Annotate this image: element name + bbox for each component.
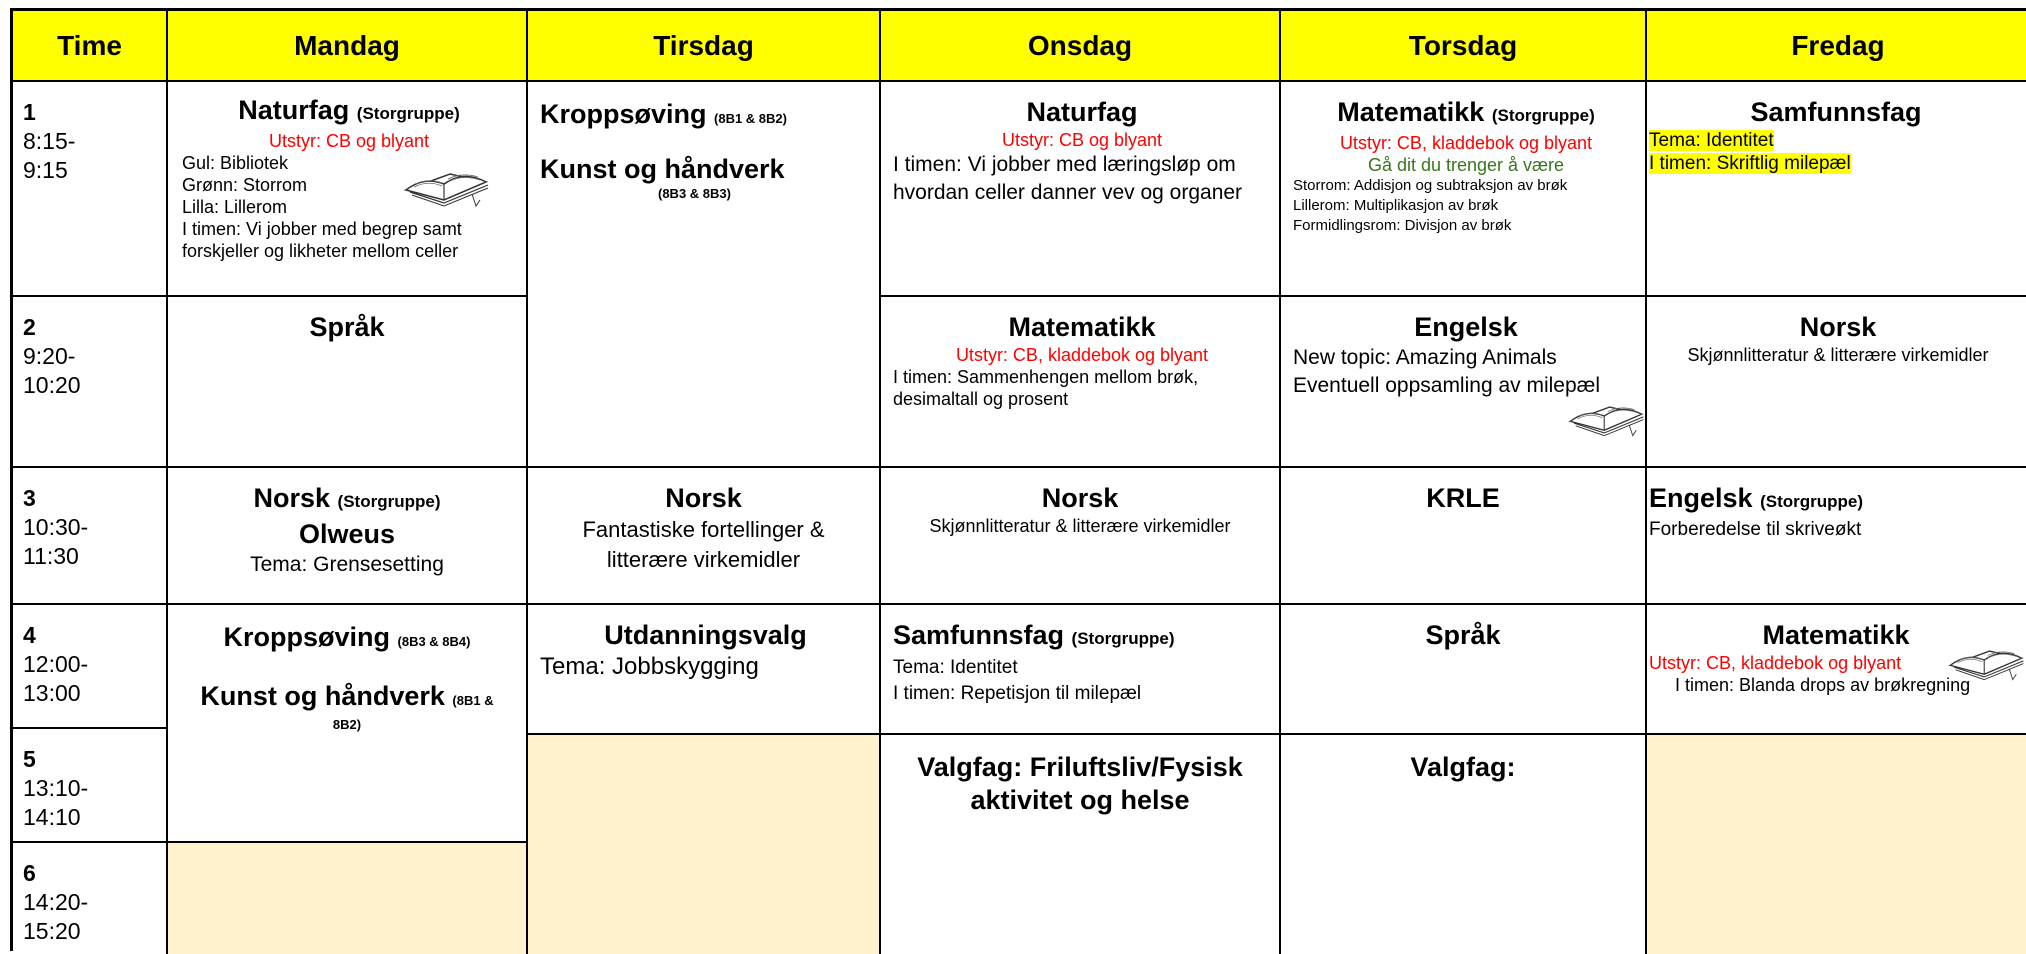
header-time — [13, 11, 168, 82]
subject-title — [893, 619, 1271, 655]
period-start: 8:15- — [23, 128, 76, 154]
mandag-p6-empty — [168, 843, 528, 954]
group-label: (8B3 & 8B3) — [658, 186, 731, 201]
info-line: Lilla: Lillerom — [182, 197, 288, 217]
tirsdag-p4 — [528, 605, 881, 735]
fredag-p4 — [1647, 605, 2026, 735]
info-line: Grønn: Storrom — [182, 175, 308, 195]
theme-line: Tema: Jobbskygging — [540, 653, 759, 680]
equipment-note: Utstyr: CB, kladdebok og blyant — [1339, 133, 1593, 153]
group-label: (Storgruppe) — [1760, 492, 1863, 511]
info-line: Eventuell oppsamling av milepæl — [1293, 374, 1600, 397]
torsdag-p1 — [1281, 82, 1647, 297]
location-note: Gå dit du trenger å være — [1367, 155, 1565, 175]
onsdag-p2 — [881, 297, 1281, 468]
subject-name: Matematikk — [1008, 312, 1156, 342]
torsdag-p3 — [1281, 468, 1647, 605]
period-number: 5 — [23, 746, 36, 772]
period-number: 1 — [23, 99, 36, 125]
info-line: I timen: Skriftlig milepæl — [1649, 153, 1851, 174]
tirsdag-p1-p2 — [528, 82, 881, 468]
fredag-p2 — [1647, 297, 2026, 468]
onsdag-p1 — [881, 82, 1281, 297]
equipment-note: Utstyr: CB og blyant — [268, 131, 430, 151]
mandag-p3 — [168, 468, 528, 605]
subject-name: Matematikk — [1337, 97, 1485, 127]
subject-name: Engelsk — [1414, 312, 1518, 342]
subject-name: Matematikk — [1762, 620, 1910, 650]
subject-name: Samfunnsfag — [1750, 97, 1922, 127]
info-line: I timen: Vi jobber med læringsløp om — [893, 153, 1236, 176]
period-number: 3 — [23, 485, 36, 511]
header-mandag — [168, 11, 528, 82]
info-line: Formidlingsrom: Divisjon av brøk — [1293, 217, 1512, 234]
equipment-note: Utstyr: CB og blyant — [1001, 130, 1163, 150]
tirsdag-p3 — [528, 468, 881, 605]
subject-name: Valgfag: — [1410, 752, 1516, 782]
subject-name: Kunst og håndverk — [200, 681, 445, 711]
theme-line: Tema: Identitet — [1649, 130, 1774, 151]
period-1 — [13, 82, 168, 297]
group-label: (Storgruppe) — [356, 104, 460, 123]
header-day-label: Torsdag — [1408, 29, 1518, 61]
theme-line: Tema: Identitet — [893, 657, 1018, 678]
info-line: I timen: Vi jobber med begrep samt — [182, 219, 462, 239]
open-book-icon — [1565, 393, 1647, 439]
period-end: 14:10 — [23, 804, 81, 830]
subject-name: Valgfag: Friluftsliv/Fysisk — [917, 752, 1243, 782]
period-number: 2 — [23, 314, 36, 340]
subject-name: KRLE — [1426, 483, 1500, 513]
subject-name: Engelsk — [1649, 483, 1753, 513]
info-line: Gul: Bibliotek — [182, 153, 289, 173]
period-end: 13:00 — [23, 680, 81, 706]
info-line: I timen: Repetisjon til milepæl — [893, 683, 1142, 704]
period-start: 10:30- — [23, 514, 89, 540]
info-line: Lillerom: Multiplikasjon av brøk — [1293, 197, 1499, 214]
subject-title — [540, 98, 869, 135]
subject-name: Naturfag — [1026, 97, 1138, 127]
fredag-p3 — [1647, 468, 2026, 605]
group-label: 8B2) — [332, 717, 362, 732]
header-day-label: Tirsdag — [653, 29, 754, 61]
subject-name: Olweus — [298, 519, 396, 549]
period-end: 9:15 — [23, 157, 68, 183]
group-label: (8B3 & 8B4) — [397, 634, 471, 649]
period-6 — [13, 843, 168, 954]
subject-name: Norsk — [253, 483, 331, 513]
subject-title — [1649, 482, 2023, 518]
subject-name: Samfunnsfag — [893, 620, 1065, 650]
subject-name: Norsk — [1799, 312, 1877, 342]
period-end: 15:20 — [23, 918, 81, 944]
header-tirsdag — [528, 11, 881, 82]
open-book-icon — [400, 160, 492, 208]
period-4 — [13, 605, 168, 729]
info-line: Forberedelse til skriveøkt — [1649, 519, 1862, 540]
subject-name: Norsk — [1041, 483, 1119, 513]
subject-name: Språk — [309, 312, 385, 342]
header-fredag — [1647, 11, 2026, 82]
tirsdag-p5-p6-empty — [528, 735, 881, 954]
subject-title — [176, 621, 518, 658]
mandag-p4-p5 — [168, 605, 528, 843]
group-label: (Storgruppe) — [1491, 106, 1595, 125]
onsdag-p3 — [881, 468, 1281, 605]
info-line: hvordan celler danner vev og organer — [893, 181, 1243, 204]
fredag-p5-p6-empty — [1647, 735, 2026, 954]
info-line: I timen: Sammenhengen mellom brøk, — [893, 367, 1199, 387]
group-label: (Storgruppe) — [337, 492, 441, 511]
subject-name: Kunst og håndverk — [540, 154, 785, 184]
open-book-icon — [1945, 637, 2026, 683]
group-label: (Storgruppe) — [1071, 629, 1175, 648]
subject-title — [176, 680, 518, 717]
subject-name: Kroppsøving — [540, 99, 707, 129]
subject-name: Naturfag — [238, 95, 350, 125]
header-day-label: Mandag — [294, 29, 400, 61]
period-2 — [13, 297, 168, 468]
fredag-p1 — [1647, 82, 2026, 297]
theme-line: Tema: Grensesetting — [250, 553, 444, 576]
period-number: 4 — [23, 622, 36, 648]
onsdag-p5-p6 — [881, 735, 1281, 954]
period-start: 12:00- — [23, 651, 89, 677]
equipment-note: Utstyr: CB, kladdebok og blyant — [1649, 653, 1902, 673]
equipment-note: Utstyr: CB, kladdebok og blyant — [955, 345, 1209, 365]
header-time-label: Time — [57, 29, 122, 61]
info-line: Skjønnlitteratur & litterære virkemidler — [929, 516, 1231, 536]
header-torsdag — [1281, 11, 1647, 82]
info-line: desimaltall og prosent — [893, 389, 1069, 409]
info-line: New topic: Amazing Animals — [1293, 346, 1557, 369]
info-line: forskjeller og likheter mellom celler — [182, 241, 459, 261]
period-start: 9:20- — [23, 343, 76, 369]
period-number: 6 — [23, 860, 36, 886]
subject-name: aktivitet og helse — [970, 785, 1190, 815]
group-label: (8B1 & — [452, 693, 494, 708]
period-start: 14:20- — [23, 889, 89, 915]
period-3 — [13, 468, 168, 605]
info-line: Skjønnlitteratur & litterære virkemidler — [1687, 345, 1989, 365]
subject-name: Språk — [1425, 620, 1501, 650]
subject-title — [182, 94, 516, 130]
info-line: I timen: Blanda drops av brøkregning — [1675, 675, 1971, 695]
onsdag-p4 — [881, 605, 1281, 735]
mandag-p1 — [168, 82, 528, 297]
header-day-label: Fredag — [1791, 29, 1885, 61]
period-end: 10:20 — [23, 372, 81, 398]
subject-name: Utdanningsvalg — [604, 620, 807, 650]
period-start: 13:10- — [23, 775, 89, 801]
header-onsdag — [881, 11, 1281, 82]
timetable — [10, 8, 2026, 951]
torsdag-p5-p6 — [1281, 735, 1647, 954]
subject-name: Norsk — [665, 483, 742, 513]
period-5 — [13, 729, 168, 843]
info-line: Fantastiske fortellinger & — [582, 517, 825, 542]
subject-name: Kroppsøving — [223, 622, 390, 652]
mandag-p2 — [168, 297, 528, 468]
subject-title — [1293, 96, 1639, 132]
info-line: litterære virkemidler — [606, 547, 801, 572]
info-line: Storrom: Addisjon og subtraksjon av brøk — [1293, 177, 1568, 194]
period-end: 11:30 — [23, 543, 79, 569]
subject-title — [176, 482, 518, 518]
torsdag-p2 — [1281, 297, 1647, 468]
torsdag-p4 — [1281, 605, 1647, 735]
header-day-label: Onsdag — [1027, 29, 1133, 61]
group-label: (8B1 & 8B2) — [714, 111, 787, 126]
